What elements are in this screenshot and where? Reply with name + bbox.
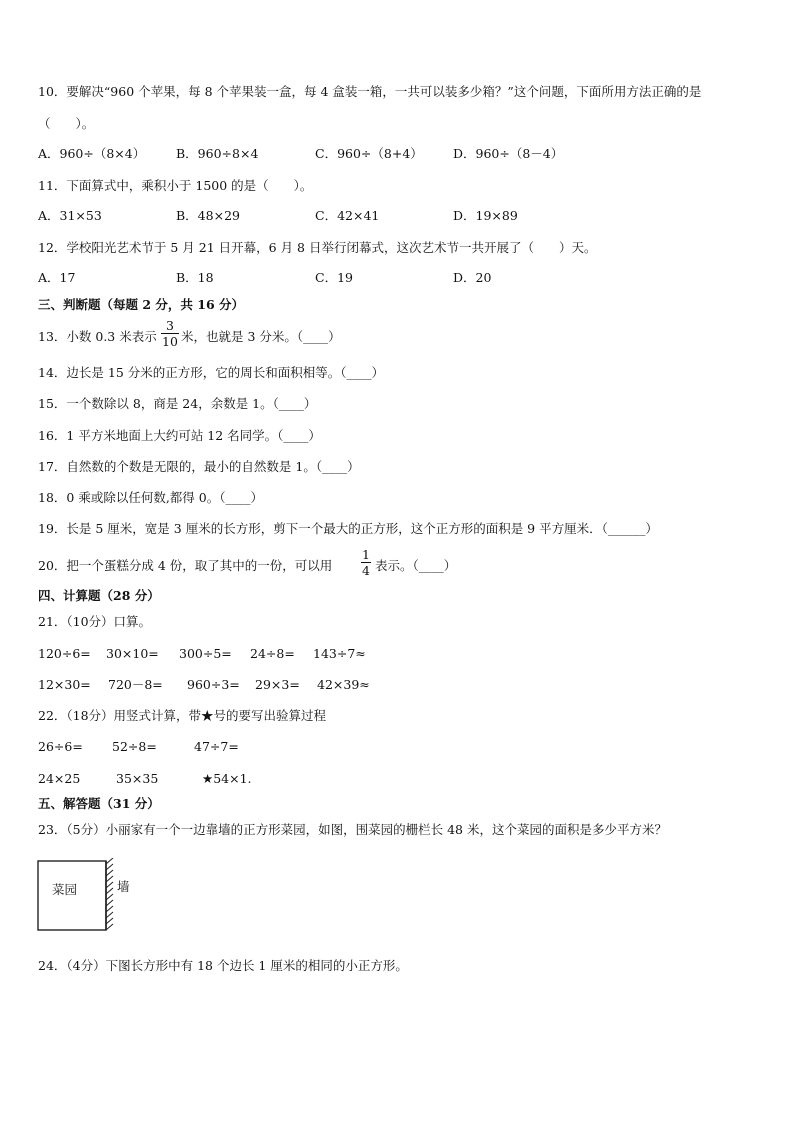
q21-item: 24÷8= xyxy=(250,646,295,661)
q20-fraction xyxy=(361,547,371,578)
q20-fraction-denominator: 4 xyxy=(362,563,370,578)
q21-item: 300÷5= xyxy=(179,646,232,661)
section-3-heading: 三、判断题（每题 2 分，共 16 分） xyxy=(38,297,245,312)
q20-after: 表示。（____） xyxy=(375,558,457,573)
garden-diagram xyxy=(36,858,146,942)
q21-item: 120÷6= xyxy=(38,646,91,661)
q10-line2: （ ）。 xyxy=(38,116,95,131)
q10-option-a: A．960÷（8×4） xyxy=(38,146,146,161)
q18-text: 18．0 乘或除以任何数,都得 0。（____） xyxy=(38,490,263,505)
q11-option-a: A．31×53 xyxy=(38,208,102,223)
q10-option-c: C．960÷（8+4） xyxy=(315,146,423,161)
q22-item: 47÷7= xyxy=(194,739,239,754)
q24-text: 24．（4分）下图长方形中有 18 个边长 1 厘米的相同的小正方形。 xyxy=(38,958,408,973)
q10-option-d: D．960÷（8－4） xyxy=(453,146,564,161)
q12-text: 12．学校阳光艺术节于 5 月 21 日开幕，6 月 8 日举行闭幕式，这次艺术节一共开展了（ ）天。 xyxy=(38,240,597,255)
q21-item: 30×10= xyxy=(106,646,159,661)
q12-option-d: D．20 xyxy=(453,270,492,285)
wall-label: 墙 xyxy=(117,879,130,894)
garden-label: 菜园 xyxy=(52,882,78,897)
q15-text: 15．一个数除以 8，商是 24，余数是 1。（____） xyxy=(38,396,317,411)
q20-before: 20．把一个蛋糕分成 4 份，取了其中的一份，可以用 xyxy=(38,558,333,573)
q23-text: 23．（5分）小丽家有一个一边靠墙的正方形菜园，如图，围菜园的栅栏长 48 米，这个菜园的面积是多少平方米？ xyxy=(38,822,667,837)
q19-text: 19．长是 5 厘米，宽是 3 厘米的长方形，剪下一个最大的正方形，这个正方形的面积是 9 平方厘米．（______） xyxy=(38,521,658,536)
q22-item: 24×25 xyxy=(38,771,81,786)
q17-text: 17．自然数的个数是无限的，最小的自然数是 1。（____） xyxy=(38,459,360,474)
q22-item: 35×35 xyxy=(116,771,159,786)
q21-item: 29×3= xyxy=(255,677,300,692)
q21-item: 12×30= xyxy=(38,677,91,692)
q20-fraction-numerator: 1 xyxy=(362,547,370,562)
q22-title: 22．（18分）用竖式计算，带★号的要写出验算过程 xyxy=(38,708,327,723)
section-4-heading: 四、计算题（28 分） xyxy=(38,588,160,603)
q12-option-b: B．18 xyxy=(176,270,214,285)
q13-fraction xyxy=(161,318,179,349)
q11-text: 11．下面算式中，乘积小于 1500 的是（ ）。 xyxy=(38,178,313,193)
q11-option-b: B．48×29 xyxy=(176,208,240,223)
q13-after: 米，也就是 3 分米。（____） xyxy=(181,329,341,344)
q11-option-d: D．19×89 xyxy=(453,208,518,223)
q21-item: 960÷3= xyxy=(187,677,240,692)
q13-fraction-numerator: 3 xyxy=(161,318,179,334)
section-5-heading: 五、解答题（31 分） xyxy=(38,796,160,811)
q10-option-b: B．960÷8×4 xyxy=(176,146,259,161)
q12-option-a: A．17 xyxy=(38,270,76,285)
q21-item: 42×39≈ xyxy=(317,677,370,692)
q14-text: 14．边长是 15 分米的正方形，它的周长和面积相等。（____） xyxy=(38,365,385,380)
q21-title: 21．（10分）口算。 xyxy=(38,614,152,629)
q11-option-c: C．42×41 xyxy=(315,208,380,223)
q16-text: 16．1 平方米地面上大约可站 12 名同学。（____） xyxy=(38,428,321,443)
q10-line1: 10．要解决“960 个苹果，每 8 个苹果装一盒，每 4 盒装一箱，一共可以装多少箱？”这个问题，下面所用方法正确的是 xyxy=(38,84,702,99)
q22-item: ★54×1. xyxy=(202,771,252,786)
q13-fraction-denominator: 10 xyxy=(162,334,178,349)
q13-before: 13．小数 0.3 米表示 xyxy=(38,329,157,344)
q21-item: 720－8= xyxy=(108,677,163,692)
q22-item: 26÷6= xyxy=(38,739,83,754)
wall-hatching xyxy=(106,858,113,930)
q21-item: 143÷7≈ xyxy=(313,646,366,661)
q12-option-c: C．19 xyxy=(315,270,353,285)
q22-item: 52÷8= xyxy=(112,739,157,754)
